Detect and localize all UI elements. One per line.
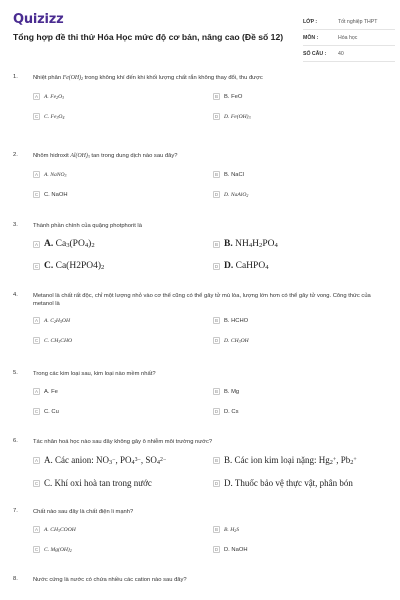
question-number: 6.	[13, 438, 18, 444]
option-letter: B	[214, 94, 218, 99]
quizizz-logo: Quizizz	[13, 12, 64, 27]
option-text: D. Thuốc bảo vệ thực vật, phân bón	[224, 478, 353, 488]
option-letter: B	[214, 527, 218, 532]
option-letter: D	[214, 480, 219, 486]
option-letter: D	[214, 409, 219, 414]
option-a[interactable]	[33, 171, 213, 178]
option-d[interactable]	[213, 113, 393, 120]
meta-label: MÔN :	[303, 34, 319, 41]
option-text: A. $Ca_3(PO_4)_2$	[44, 239, 95, 249]
question-text: Thành phần chính của quặng photphorit là	[33, 223, 142, 229]
meta-value: 40	[338, 50, 344, 57]
option-letter: A	[34, 241, 38, 247]
option-text: A. Fe	[44, 388, 58, 395]
option-letter: A	[34, 527, 38, 532]
option-c[interactable]	[33, 113, 213, 120]
question-list	[0, 74, 400, 596]
meta-row-class	[303, 14, 395, 30]
option-letter: D	[214, 192, 219, 197]
option-c[interactable]	[33, 478, 213, 488]
option-text: C. Cu	[44, 408, 59, 415]
option-letter: D	[214, 263, 219, 269]
question-number: 1.	[13, 74, 18, 80]
option-text: B. Các ion kim loại nặng: $Hg_2^+$, $Pb_2^+$	[224, 455, 357, 466]
option-text: C. $Fe_3O_4$	[44, 113, 65, 120]
option-text: A. $Fe_2O_3$	[44, 93, 65, 100]
option-d[interactable]	[213, 337, 393, 344]
option-c[interactable]	[33, 191, 213, 198]
question-8	[0, 576, 400, 596]
option-letter: B	[214, 172, 218, 177]
option-letter: D	[214, 338, 219, 343]
option-text: D. NaAlO$_2$	[224, 191, 249, 198]
option-letter: C	[34, 263, 39, 269]
option-b[interactable]	[213, 239, 393, 249]
question-text: Nhôm hidroxit $Al(OH)_3$ tan trong dung dịch nào sau đây?	[33, 153, 178, 159]
option-a[interactable]	[33, 239, 213, 249]
option-text: C. NaOH	[44, 191, 68, 198]
option-text: C. $Ca(H2PO4)_2$	[44, 261, 105, 271]
meta-label: LỚP :	[303, 18, 318, 25]
option-text: A. NaNO$_3$	[44, 171, 67, 178]
option-letter: C	[34, 338, 39, 343]
question-number: 2.	[13, 152, 18, 158]
option-letter: A	[34, 172, 38, 177]
option-letter: A	[34, 318, 38, 323]
option-text: D. Cs	[224, 408, 239, 415]
option-b[interactable]	[213, 317, 393, 324]
option-letter: D	[214, 547, 219, 552]
option-letter: A	[34, 94, 38, 99]
question-number: 4.	[13, 292, 18, 298]
option-text: C. $CH_3CHO$	[44, 337, 73, 344]
question-text: Trong các kim loại sau, kim loại nào mềm nhất?	[33, 371, 156, 377]
option-text: D. $CH_3OH$	[224, 337, 249, 344]
option-c[interactable]	[33, 408, 213, 415]
option-text: B. $NH_4H_2PO_4$	[224, 239, 278, 249]
question-6	[0, 438, 400, 508]
meta-value: Tốt nghiệp THPT	[338, 18, 378, 25]
meta-row-subject	[303, 30, 395, 46]
option-text: C. $Mg(OH)_2$	[44, 546, 72, 553]
option-text: B. $H_2S$	[224, 526, 240, 533]
document-header	[0, 0, 400, 66]
question-text: Tác nhân hoá học nào sau đây không gây ô nhiễm môi trường nước?	[33, 439, 213, 445]
option-letter: A	[34, 458, 38, 463]
option-letter: C	[34, 409, 39, 414]
meta-value: Hóa học	[338, 34, 358, 41]
question-text: Nhiệt phân $Fe(OH)_2$ trong không khí đến khi khối lượng chất rắn không thay đổi, thu được	[33, 75, 263, 81]
question-number: 8.	[13, 576, 18, 582]
option-d[interactable]	[213, 408, 393, 415]
question-3	[0, 222, 400, 292]
option-d[interactable]	[213, 546, 393, 553]
option-letter: C	[34, 192, 39, 197]
option-a[interactable]	[33, 455, 213, 466]
option-text: A. Các anion: $NO_3^-$, $PO_4^{3-}$, $SO_4^{2-}$	[44, 455, 167, 466]
option-c[interactable]	[33, 546, 213, 553]
option-letter: B	[214, 458, 218, 463]
option-a[interactable]	[33, 388, 213, 395]
option-text: B. HCHO	[224, 317, 249, 324]
option-a[interactable]	[33, 526, 213, 533]
option-d[interactable]	[213, 191, 393, 198]
question-5	[0, 370, 400, 438]
option-text: A. $CH_3COOH$	[44, 526, 76, 533]
question-text: Nước cứng là nước có chứa nhiều các cation nào sau đây?	[33, 577, 187, 583]
option-text: D. CaHPO$_4$	[224, 261, 269, 271]
option-letter: A	[34, 389, 38, 394]
option-c[interactable]	[33, 337, 213, 344]
meta-table	[303, 14, 395, 62]
option-b[interactable]	[213, 93, 393, 100]
option-a[interactable]	[33, 93, 213, 100]
question-4	[0, 292, 400, 370]
option-b[interactable]	[213, 388, 393, 395]
option-letter: B	[214, 318, 218, 323]
question-number: 7.	[13, 508, 18, 514]
option-text: B. Mg	[224, 388, 240, 395]
option-letter: D	[214, 114, 219, 119]
meta-label: SỐ CÂU :	[303, 50, 327, 57]
document-title: Tổng hợp đề thi thử Hóa Học mức độ cơ bản, nâng cao (Đề số 12)	[13, 32, 284, 42]
option-b[interactable]	[213, 526, 393, 533]
option-c[interactable]	[33, 261, 213, 271]
option-text: D. NaOH	[224, 546, 248, 553]
option-text: C. Khí oxi hoà tan trong nước	[44, 478, 152, 488]
option-b[interactable]	[213, 171, 393, 178]
option-text: D. $Fe(OH)_3$	[224, 113, 251, 120]
option-a[interactable]	[33, 317, 213, 324]
question-2	[0, 152, 400, 222]
option-letter: C	[34, 480, 39, 486]
option-text: B. FeO	[224, 93, 243, 100]
question-text: Chất nào sau đây là chất điện li mạnh?	[33, 509, 134, 515]
option-b[interactable]	[213, 455, 393, 466]
option-letter: B	[214, 241, 218, 247]
question-7	[0, 508, 400, 576]
option-d[interactable]	[213, 261, 393, 271]
option-letter: C	[34, 114, 39, 119]
option-letter: B	[214, 389, 218, 394]
option-d[interactable]	[213, 478, 393, 488]
option-letter: C	[34, 547, 39, 552]
question-1	[0, 74, 400, 152]
option-text: B. NaCl	[224, 171, 244, 178]
meta-row-count	[303, 46, 395, 62]
option-text: A. $C_2H_5OH$	[44, 317, 70, 324]
question-number: 3.	[13, 222, 18, 228]
question-number: 5.	[13, 370, 18, 376]
question-text: Metanol là chất rất độc, chỉ một lượng nhỏ vào cơ thể cũng có thể gây tử mù lòa, lượng lớn hơn có thể gây tử vong. Công thức của metanol là	[33, 293, 371, 307]
